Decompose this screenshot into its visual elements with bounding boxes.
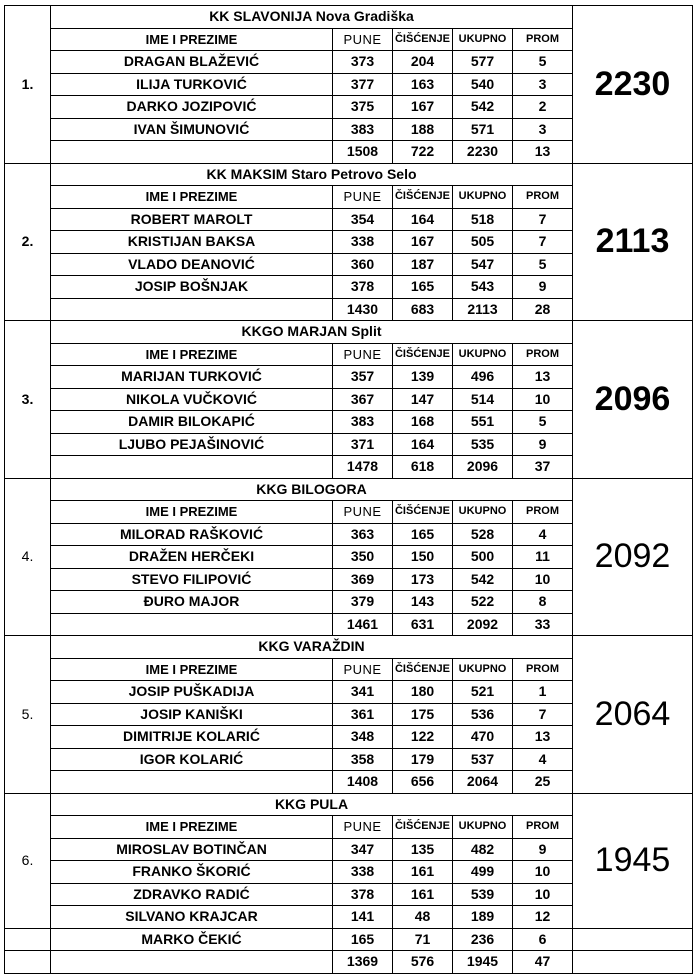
sum-ukupno: 2096 [453, 456, 513, 479]
team-header-row [5, 478, 693, 501]
sum-ukupno: 2230 [453, 141, 513, 164]
team-rank: 6. [5, 793, 51, 928]
results-body [5, 6, 693, 974]
player-ciscenje: 168 [393, 411, 453, 434]
player-ukupno: 547 [453, 253, 513, 276]
sum-pune: 1408 [333, 771, 393, 794]
player-pune: 341 [333, 681, 393, 704]
player-prom: 8 [513, 591, 573, 614]
player-pune: 383 [333, 411, 393, 434]
player-ciscenje: 187 [393, 253, 453, 276]
player-name: MARKO ČEKIĆ [51, 928, 333, 951]
player-ukupno: 499 [453, 861, 513, 884]
team-total: 2092 [573, 478, 693, 636]
team-rank: 3. [5, 321, 51, 479]
player-name: DRAŽEN HERČEKI [51, 546, 333, 569]
sum-ciscenje: 618 [393, 456, 453, 479]
sum-pune: 1369 [333, 951, 393, 974]
player-prom: 3 [513, 118, 573, 141]
player-name: NIKOLA VUČKOVIĆ [51, 388, 333, 411]
player-name: LJUBO PEJAŠINOVIĆ [51, 433, 333, 456]
header-pune: PUNE [333, 186, 393, 209]
substitute-total-blank [573, 928, 693, 951]
player-name: STEVO FILIPOVIĆ [51, 568, 333, 591]
player-ukupno: 536 [453, 703, 513, 726]
player-name: DARKO JOZIPOVIĆ [51, 96, 333, 119]
sum-ciscenje: 683 [393, 298, 453, 321]
team-rank: 5. [5, 636, 51, 794]
sum-prom: 28 [513, 298, 573, 321]
player-ciscenje: 167 [393, 96, 453, 119]
header-pune: PUNE [333, 343, 393, 366]
player-ciscenje: 180 [393, 681, 453, 704]
player-ukupno: 540 [453, 73, 513, 96]
sum-ciscenje: 631 [393, 613, 453, 636]
header-name: IME I PREZIME [51, 186, 333, 209]
header-ciscenje: ČIŠĆENJE [393, 343, 453, 366]
player-ukupno: 518 [453, 208, 513, 231]
header-prom: PROM [513, 501, 573, 524]
header-ukupno: UKUPNO [453, 658, 513, 681]
player-name: SILVANO KRAJCAR [51, 906, 333, 929]
header-ukupno: UKUPNO [453, 501, 513, 524]
player-prom: 13 [513, 726, 573, 749]
sum-prom: 13 [513, 141, 573, 164]
header-prom: PROM [513, 28, 573, 51]
player-pune: 338 [333, 861, 393, 884]
sum-total-blank [573, 951, 693, 974]
player-ciscenje: 188 [393, 118, 453, 141]
player-name: JOSIP PUŠKADIJA [51, 681, 333, 704]
player-prom: 3 [513, 73, 573, 96]
header-name: IME I PREZIME [51, 658, 333, 681]
header-ciscenje: ČIŠĆENJE [393, 28, 453, 51]
team-header-row [5, 6, 693, 29]
team-sum-row [5, 951, 693, 974]
player-prom: 2 [513, 96, 573, 119]
header-ciscenje: ČIŠĆENJE [393, 658, 453, 681]
player-prom: 5 [513, 51, 573, 74]
player-ciscenje: 173 [393, 568, 453, 591]
player-pune: 379 [333, 591, 393, 614]
player-name: DIMITRIJE KOLARIĆ [51, 726, 333, 749]
player-prom: 5 [513, 411, 573, 434]
header-prom: PROM [513, 816, 573, 839]
player-pune: 347 [333, 838, 393, 861]
header-prom: PROM [513, 186, 573, 209]
player-ciscenje: 147 [393, 388, 453, 411]
player-ukupno: 539 [453, 883, 513, 906]
sum-ciscenje: 576 [393, 951, 453, 974]
player-prom: 10 [513, 861, 573, 884]
player-ciscenje: 71 [393, 928, 453, 951]
sum-ukupno: 2092 [453, 613, 513, 636]
header-ukupno: UKUPNO [453, 28, 513, 51]
player-ukupno: 535 [453, 433, 513, 456]
player-prom: 4 [513, 748, 573, 771]
player-name: JOSIP BOŠNJAK [51, 276, 333, 299]
player-ukupno: 470 [453, 726, 513, 749]
player-ukupno: 236 [453, 928, 513, 951]
player-ciscenje: 163 [393, 73, 453, 96]
player-pune: 377 [333, 73, 393, 96]
player-pune: 361 [333, 703, 393, 726]
player-pune: 350 [333, 546, 393, 569]
team-club-name: KKG VARAŽDIN [51, 636, 573, 659]
player-ciscenje: 48 [393, 906, 453, 929]
player-prom: 4 [513, 523, 573, 546]
player-ukupno: 522 [453, 591, 513, 614]
sum-prom: 25 [513, 771, 573, 794]
player-prom: 9 [513, 433, 573, 456]
player-ukupno: 189 [453, 906, 513, 929]
sum-ukupno: 2064 [453, 771, 513, 794]
header-pune: PUNE [333, 658, 393, 681]
sum-ukupno: 1945 [453, 951, 513, 974]
header-name: IME I PREZIME [51, 501, 333, 524]
team-club-name: KKGO MARJAN Split [51, 321, 573, 344]
player-ciscenje: 143 [393, 591, 453, 614]
player-ukupno: 577 [453, 51, 513, 74]
player-ciscenje: 150 [393, 546, 453, 569]
header-name: IME I PREZIME [51, 343, 333, 366]
player-prom: 13 [513, 366, 573, 389]
player-name: ZDRAVKO RADIĆ [51, 883, 333, 906]
player-ukupno: 551 [453, 411, 513, 434]
sum-blank [51, 613, 333, 636]
player-pune: 338 [333, 231, 393, 254]
player-ciscenje: 139 [393, 366, 453, 389]
player-ukupno: 500 [453, 546, 513, 569]
sum-blank [51, 771, 333, 794]
player-name: MIROSLAV BOTINČAN [51, 838, 333, 861]
sum-prom: 37 [513, 456, 573, 479]
player-pune: 371 [333, 433, 393, 456]
player-prom: 10 [513, 388, 573, 411]
team-club-name: KKG PULA [51, 793, 573, 816]
player-name: ĐURO MAJOR [51, 591, 333, 614]
team-header-row [5, 636, 693, 659]
player-name: IVAN ŠIMUNOVIĆ [51, 118, 333, 141]
player-name: KRISTIJAN BAKSA [51, 231, 333, 254]
team-club-name: KKG BILOGORA [51, 478, 573, 501]
player-prom: 11 [513, 546, 573, 569]
player-name: MILORAD RAŠKOVIĆ [51, 523, 333, 546]
team-total: 1945 [573, 793, 693, 928]
team-total: 2096 [573, 321, 693, 479]
header-ciscenje: ČIŠĆENJE [393, 816, 453, 839]
player-pune: 357 [333, 366, 393, 389]
sum-blank [51, 951, 333, 974]
sum-prom: 47 [513, 951, 573, 974]
player-name: MARIJAN TURKOVIĆ [51, 366, 333, 389]
sum-ukupno: 2113 [453, 298, 513, 321]
player-ciscenje: 135 [393, 838, 453, 861]
player-ukupno: 543 [453, 276, 513, 299]
player-name: VLADO DEANOVIĆ [51, 253, 333, 276]
player-ukupno: 496 [453, 366, 513, 389]
player-pune: 383 [333, 118, 393, 141]
player-ciscenje: 165 [393, 276, 453, 299]
sum-ciscenje: 656 [393, 771, 453, 794]
sum-blank [51, 298, 333, 321]
player-pune: 367 [333, 388, 393, 411]
sum-blank [51, 141, 333, 164]
player-ukupno: 571 [453, 118, 513, 141]
player-ciscenje: 175 [393, 703, 453, 726]
header-prom: PROM [513, 658, 573, 681]
player-prom: 7 [513, 231, 573, 254]
player-ukupno: 542 [453, 568, 513, 591]
team-rank: 4. [5, 478, 51, 636]
header-ciscenje: ČIŠĆENJE [393, 186, 453, 209]
header-name: IME I PREZIME [51, 28, 333, 51]
player-ciscenje: 165 [393, 523, 453, 546]
results-table [4, 5, 693, 974]
player-pune: 358 [333, 748, 393, 771]
team-rank: 1. [5, 6, 51, 164]
player-pune: 378 [333, 883, 393, 906]
player-pune: 141 [333, 906, 393, 929]
player-name: FRANKO ŠKORIĆ [51, 861, 333, 884]
player-ciscenje: 161 [393, 861, 453, 884]
header-pune: PUNE [333, 28, 393, 51]
player-ciscenje: 179 [393, 748, 453, 771]
header-ukupno: UKUPNO [453, 816, 513, 839]
player-prom: 9 [513, 276, 573, 299]
player-pune: 348 [333, 726, 393, 749]
player-prom: 6 [513, 928, 573, 951]
team-total: 2230 [573, 6, 693, 164]
team-total: 2113 [573, 163, 693, 321]
player-prom: 10 [513, 883, 573, 906]
team-club-name: KK MAKSIM Staro Petrovo Selo [51, 163, 573, 186]
player-name: DAMIR BILOKAPIĆ [51, 411, 333, 434]
player-prom: 7 [513, 208, 573, 231]
player-pune: 165 [333, 928, 393, 951]
header-ukupno: UKUPNO [453, 186, 513, 209]
sum-pune: 1430 [333, 298, 393, 321]
player-ciscenje: 122 [393, 726, 453, 749]
player-prom: 1 [513, 681, 573, 704]
header-pune: PUNE [333, 816, 393, 839]
sum-blank [51, 456, 333, 479]
header-name: IME I PREZIME [51, 816, 333, 839]
player-prom: 7 [513, 703, 573, 726]
player-name: JOSIP KANIŠKI [51, 703, 333, 726]
team-total: 2064 [573, 636, 693, 794]
header-prom: PROM [513, 343, 573, 366]
player-prom: 12 [513, 906, 573, 929]
player-ukupno: 514 [453, 388, 513, 411]
header-ukupno: UKUPNO [453, 343, 513, 366]
player-ciscenje: 164 [393, 433, 453, 456]
player-ciscenje: 161 [393, 883, 453, 906]
sum-rank-blank [5, 951, 51, 974]
player-pune: 373 [333, 51, 393, 74]
substitute-rank-blank [5, 928, 51, 951]
player-name: ILIJA TURKOVIĆ [51, 73, 333, 96]
player-ciscenje: 167 [393, 231, 453, 254]
header-pune: PUNE [333, 501, 393, 524]
player-ukupno: 482 [453, 838, 513, 861]
player-name: ROBERT MAROLT [51, 208, 333, 231]
sum-pune: 1508 [333, 141, 393, 164]
player-ciscenje: 204 [393, 51, 453, 74]
header-ciscenje: ČIŠĆENJE [393, 501, 453, 524]
player-prom: 10 [513, 568, 573, 591]
player-pune: 378 [333, 276, 393, 299]
player-pune: 375 [333, 96, 393, 119]
player-prom: 5 [513, 253, 573, 276]
player-pune: 369 [333, 568, 393, 591]
team-rank: 2. [5, 163, 51, 321]
player-ukupno: 505 [453, 231, 513, 254]
substitute-row [5, 928, 693, 951]
sum-pune: 1478 [333, 456, 393, 479]
player-ukupno: 521 [453, 681, 513, 704]
player-prom: 9 [513, 838, 573, 861]
player-pune: 354 [333, 208, 393, 231]
player-ukupno: 537 [453, 748, 513, 771]
team-club-name: KK SLAVONIJA Nova Gradiška [51, 6, 573, 29]
sum-ciscenje: 722 [393, 141, 453, 164]
player-ciscenje: 164 [393, 208, 453, 231]
sum-prom: 33 [513, 613, 573, 636]
team-header-row [5, 163, 693, 186]
team-header-row [5, 321, 693, 344]
player-ukupno: 542 [453, 96, 513, 119]
player-pune: 363 [333, 523, 393, 546]
player-pune: 360 [333, 253, 393, 276]
player-ukupno: 528 [453, 523, 513, 546]
sum-pune: 1461 [333, 613, 393, 636]
player-name: DRAGAN BLAŽEVIĆ [51, 51, 333, 74]
team-header-row [5, 793, 693, 816]
player-name: IGOR KOLARIĆ [51, 748, 333, 771]
